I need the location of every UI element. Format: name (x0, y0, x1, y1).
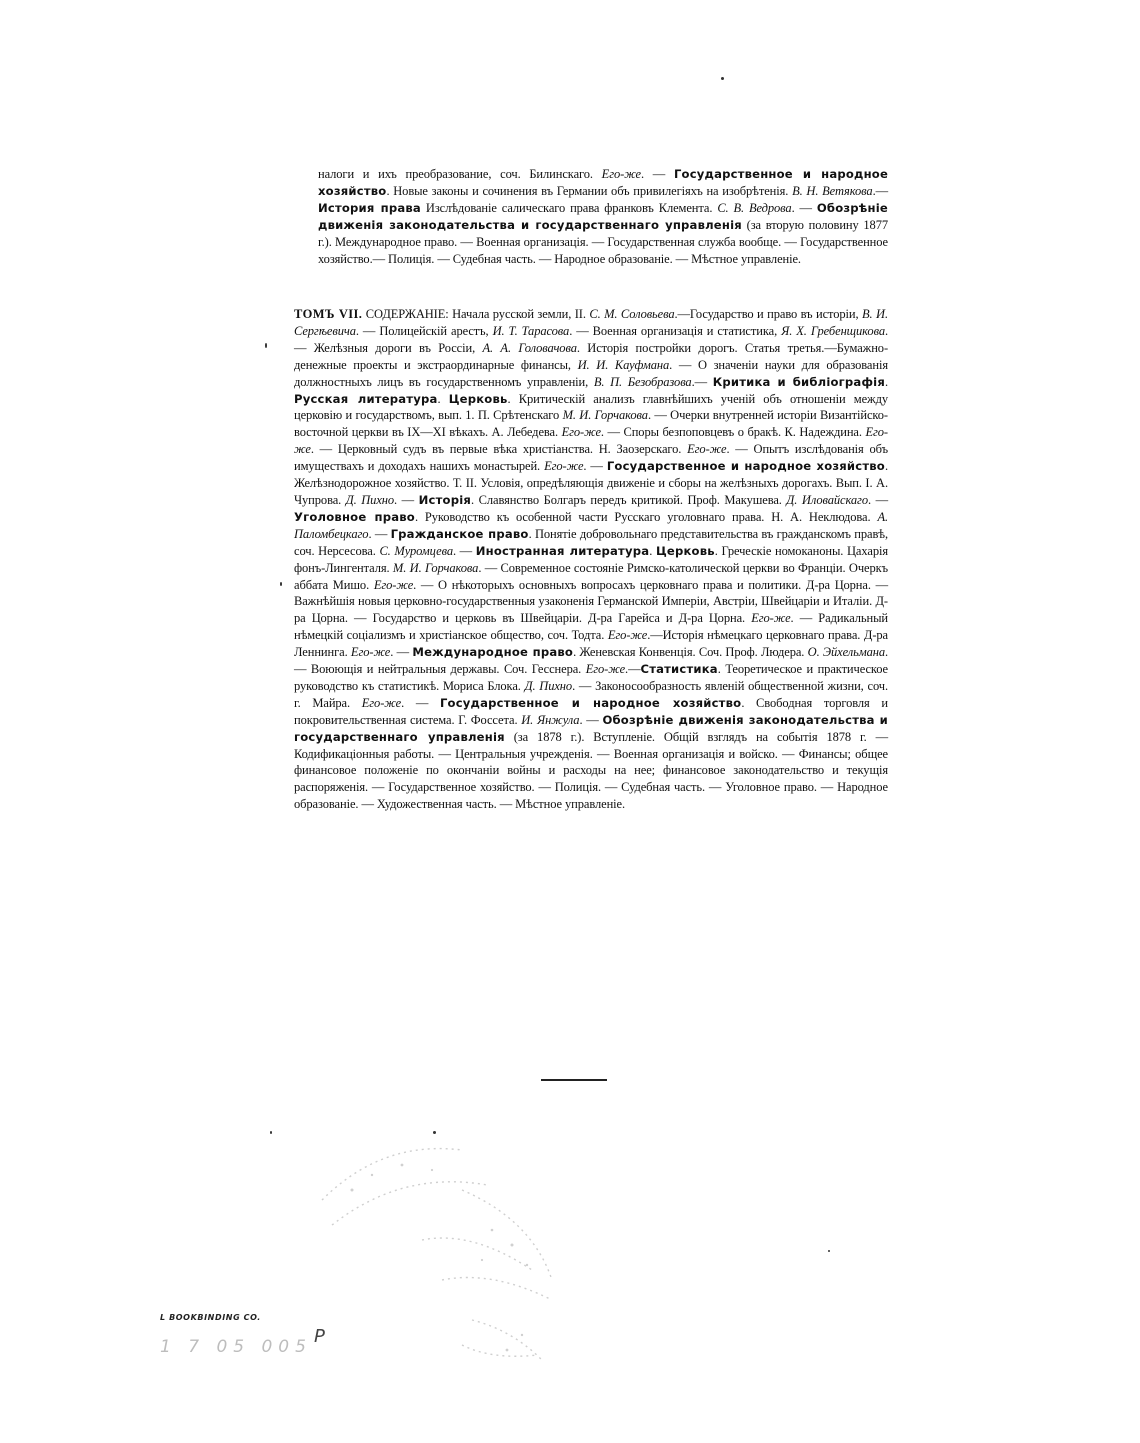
text-run: .—Государство и право въ исторіи, (674, 307, 862, 321)
author-reference: Его-же (294, 425, 888, 457)
text-run: . — (452, 543, 476, 558)
text-run: . (649, 543, 656, 558)
text-run: . — (368, 526, 391, 541)
author-reference: Его-же (373, 577, 414, 592)
end-rule (541, 1079, 607, 1081)
section-heading: Статистика (640, 662, 718, 677)
text-run: . — Полицейскій арестъ, (355, 323, 493, 338)
text-run: . — (641, 167, 674, 181)
volume-7-contents (294, 306, 888, 813)
text-run: . — (579, 712, 603, 727)
text-run: . — Военная организація и статистика, (569, 323, 782, 338)
section-heading: Уголовное право (294, 509, 415, 524)
text-run: .— (625, 662, 641, 677)
author-reference: Его-же (361, 695, 402, 710)
text-run: . — Опытъ изслѣдованія объ имуществахъ и доходахъ нашихъ монастырей. (294, 442, 888, 474)
author-reference: С. М. Соловьева (589, 307, 675, 321)
text-run: . — (583, 459, 607, 474)
text-run: . Женевская Конвенція. Соч. Проф. Людера. (573, 645, 808, 660)
text-run: . — О значеніи науки для образованія должностныхъ лицъ въ государственномъ управленіи, (294, 357, 888, 389)
text-run: . — Воюющія и нейтральныя державы. Соч. Гесснера. (294, 645, 888, 677)
text-run: . Теоретическое и практическое руководство къ статистикѣ. Мориса Блока. (294, 662, 889, 693)
text-run: . — (390, 645, 413, 660)
author-reference: И. Янжула (521, 712, 580, 727)
text-run: Изслѣдованіе салическаго права франковъ Клемента. (420, 200, 718, 215)
ink-speck (280, 582, 282, 586)
text-run: . Славянство Болгаръ передъ критикой. Проф. Макушева. (471, 492, 787, 507)
text-run: . Руководство къ особенной части Русскаго уголовнаго права. Н. А. Неклюдова. (414, 509, 878, 524)
author-reference: М. И. Горчакова (392, 560, 479, 575)
text-run: . Желѣзнодорожное хозяйство. Т. II. Условія, опредѣляющія движеніе и сборы на желѣзныхъ дорогахъ. Вып. I. А. Чупрова. (294, 459, 888, 507)
text-run: СОДЕРЖАНІЕ: Начала русской земли, II. (362, 307, 590, 321)
text-run: . Исторія постройки дорогъ. Статья третья.—Бумажно-денежные проекты и экстраординарные финансы, (294, 340, 889, 372)
author-reference: А. А. Головачова (482, 340, 577, 355)
author-reference: С. В. Ведрова (717, 200, 792, 215)
ink-speck (721, 77, 724, 80)
ink-speck (828, 1250, 830, 1252)
section-heading: Государственное и народное хозяйство (606, 459, 885, 474)
text-run: . — Желѣзныя дороги въ Россіи, (294, 323, 889, 355)
text-run: . — (401, 695, 440, 710)
section-heading: Русская литература (294, 391, 438, 406)
text-run: . Новые законы и сочинения въ Германии объ привилегіяхъ на изобрѣтенія. (386, 183, 793, 198)
bookbinding-code: 1 7 05 005 (160, 1337, 312, 1357)
text-run: .— (872, 183, 889, 198)
section-heading: Иностранная литература (475, 543, 650, 558)
section-heading: Критика и библіографія (712, 374, 885, 389)
text-run: . (884, 374, 889, 389)
ink-speck (270, 1131, 272, 1134)
section-heading: Обозрѣніе движенія законодательства и государственнаго управленія (294, 712, 888, 744)
text-run: . — Радикальный нѣмецкій соціализмъ и христіанское общество, соч. Тодта. (294, 611, 888, 643)
author-reference: Его-же (601, 167, 642, 181)
bookbinding-mark: P (314, 1326, 325, 1347)
section-heading: История права (318, 200, 421, 215)
author-reference: А. Паломбецкаго (294, 509, 888, 541)
section-heading: Церковь (448, 391, 508, 406)
author-reference: Его-же (687, 442, 727, 457)
text-run: . Понятіе добровольнаго представительства въ гражданскомъ правѣ, соч. Нерсесова. (294, 526, 888, 558)
author-reference: О. Эйхельмана (807, 645, 885, 660)
text-run: . — (791, 200, 817, 215)
author-reference: И. И. Кауфмана (577, 357, 670, 372)
text-run: (за вторую половину 1877 г.). Международное право. — Военная организація. — Государственная служба вообще. — Государственное хозяйство.— Полиція. — Судебная часть. — Народное образованіе. — Мѣстное управленіе. (318, 217, 888, 266)
author-reference: Д. Иловайскаго (786, 492, 868, 507)
author-reference: М. И. Горчакова (562, 408, 648, 423)
text-run: .— (691, 374, 713, 389)
text-run: . — Очерки внутренней исторіи Византійско-восточной церкви въ IX—XI вѣкахъ. А. Лебедева. (294, 408, 888, 440)
author-reference: Его-же (607, 628, 648, 643)
text-run: . — (394, 492, 419, 507)
section-heading: Обозрѣніе движенія законодательства и государственнаго управленія (318, 200, 888, 232)
author-reference: Я. Х. Гребенщикова (781, 323, 885, 338)
author-reference: С. Муромцева (379, 543, 453, 558)
author-reference: В. П. Безобразова (593, 374, 692, 389)
text-run: (за 1878 г.). Вступленіе. Общій взглядъ на событія 1878 г. — Кодификаціонныя работы. — Центральныя учрежденія. — Военная организація и войско. — Финансы; общее финансовое положеніе по окончаніи войны и расходы на нее; финансовое законодательство и текущія распоряженія. — Государственное хозяйство. — Полиція. — Судебная часть. — Уголовное право. — Народное образованіе. — Художественная часть. — Мѣстное управленіе. (294, 729, 889, 812)
text-run: . (437, 391, 449, 406)
text-run: . — Споры безпоповцевъ о бракѣ. К. Надеждина. (600, 425, 866, 440)
text-run: . — Законосообразность явленій общественной жизни, соч. г. Майра. (294, 678, 888, 710)
text-run: налоги и ихъ преобразование, соч. Билинскаго. (318, 167, 602, 181)
text-run: . — (867, 492, 889, 507)
section-heading: Гражданское право (390, 526, 529, 541)
author-reference: Его-же (561, 425, 601, 440)
continuation-paragraph (318, 166, 888, 267)
text-run: . Свободная торговля и покровительственная система. Г. Фоссета. (294, 695, 888, 727)
text-run: . — Церковный судъ въ первые вѣка христіанства. Н. Заозерскаго. (310, 442, 688, 457)
author-reference: Его-же (585, 662, 626, 677)
author-reference: Его-же (751, 611, 791, 626)
section-heading: Государственное и народное хозяйство (439, 695, 742, 710)
bookbinding-label: L BOOKBINDING CO. (160, 1313, 261, 1322)
text-run: . Критическій анализъ главнѣйшихъ ученій объ отношеніи между церковію и государствомъ, вып. 1. П. Срѣтенскаго (294, 391, 888, 423)
author-reference: Его-же (350, 645, 391, 660)
text-run: .—Исторія нѣмецкаго церковнаго права. Д-ра Леннинга. (294, 628, 888, 660)
section-heading: Церковь (655, 543, 715, 558)
text-run: . — Современное состояніе Римско-католической церкви во Франціи. Очеркъ аббата Мишо. (294, 560, 888, 592)
volume-heading: ТОМЪ VII. (294, 307, 363, 321)
author-reference: В. И. Сергѣевича (294, 307, 888, 338)
section-heading: Международное право (412, 645, 574, 660)
text-run: . — О нѣкоторыхъ основныхъ вопросахъ церковнаго права и политики. Д-ра Цорна. — Важнѣйшія новыя церковно-государственныя узаконенія Германской Имперіи, Австріи, Швейцаріи и Италіи. Д-ра Цорна. — Государство и церковь въ Швейцаріи. Д-ра Гарейса и Д-ра Цорна. (294, 577, 888, 626)
author-reference: И. Т. Тарасова (492, 323, 570, 338)
author-reference: Д. Пихно (345, 492, 395, 507)
author-reference: Д. Пихно (524, 678, 573, 693)
text-run: . Греческіе номоканоны. Цахарія фонъ-Лингенталя. (294, 543, 888, 575)
faded-library-stamp (312, 1130, 572, 1370)
section-heading: Государственное и народное хозяйство (318, 167, 889, 198)
ink-speck (265, 343, 267, 348)
author-reference: Его-же (544, 459, 584, 474)
author-reference: В. Н. Ветякова (792, 183, 873, 198)
section-heading: Исторія (418, 492, 472, 507)
